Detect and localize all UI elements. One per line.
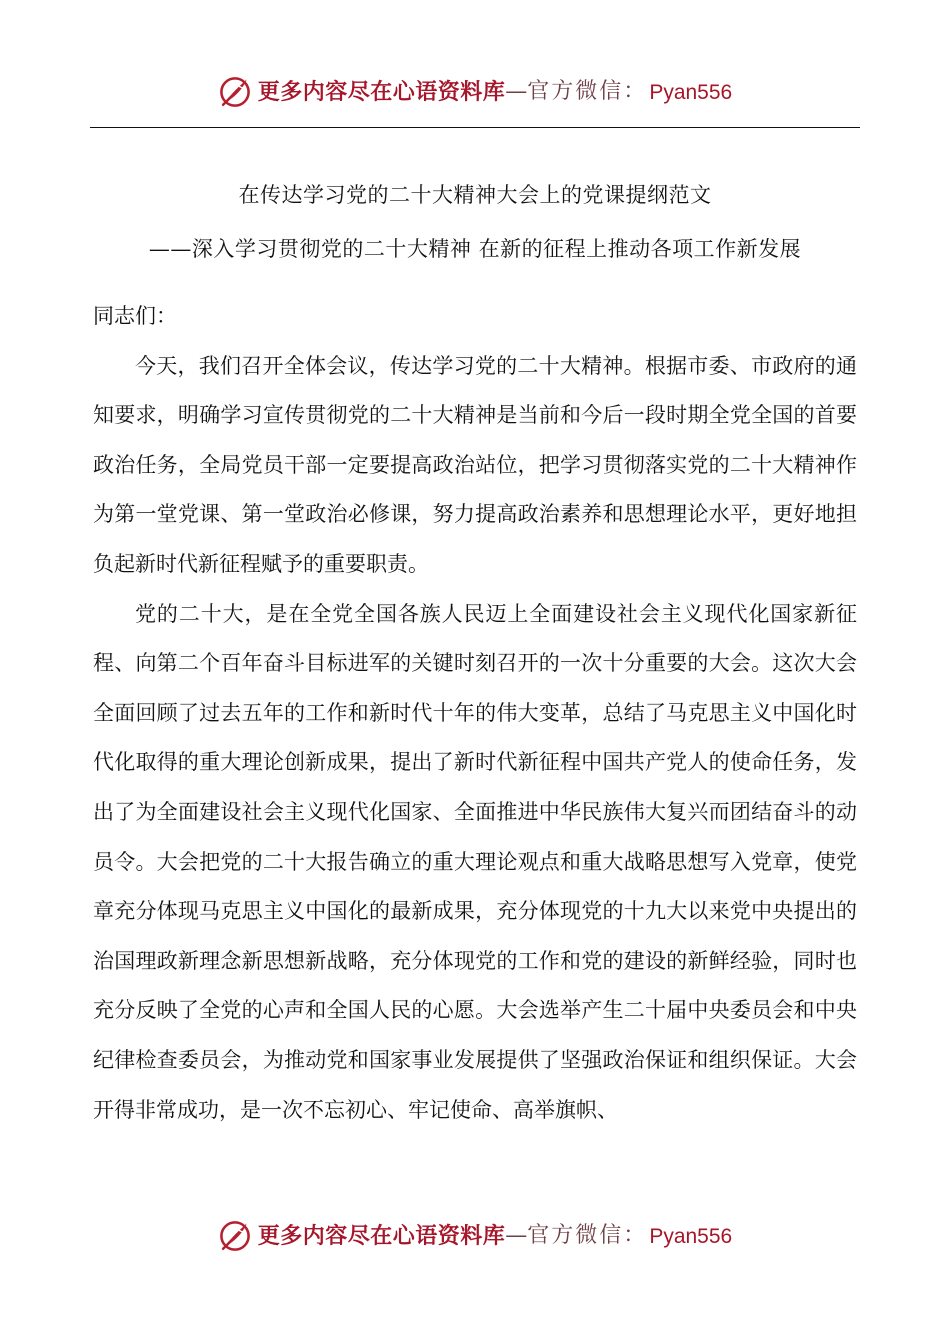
document-subtitle: ——深入学习贯彻党的二十大精神 在新的征程上推动各项工作新发展 — [148, 237, 802, 261]
banner-wechat-id: Pyan556 — [649, 1224, 733, 1248]
banner-text — [258, 1225, 732, 1247]
banner-separator: — — [505, 79, 528, 104]
header-divider — [90, 127, 860, 128]
footer-banner — [0, 1214, 950, 1258]
banner-wechat-label: 官方微信： — [527, 1223, 648, 1248]
banner-site-text: 更多内容尽在心语资料库 — [257, 1223, 506, 1249]
paragraph-2: 党的二十大，是在全党全国各族人民迈上全面建设社会主义现代化国家新征程、向第二个百年奋斗目标进军的关键时刻召开的一次十分重要的大会。这次大会全面回顾了过去五年的工作和新时代十年的伟大变革，总结了马克思主义中国化时代化取得的重大理论创新成果，提出了新时代新征程中国共产党人的使命任务，发出了为全面建设社会主义现代化国家、全面推进中华民族伟大复兴而团结奋斗的动员令。大会把党的二十大报告确立的重大理论观点和重大战略思想写入党章，使党章充分体现马克思主义中国化的最新成果，充分体现党的十九大以来党中央提出的治国理政新理念新思想新战略，充分体现党的工作和党的建设的新鲜经验，同时也充分反映了全党的心声和全国人民的心愿。大会选举产生二十届中央委员会和中央纪律检查委员会，为推动党和国家事业发展提供了坚强政治保证和组织保证。大会开得非常成功，是一次不忘初心、牢记使命、高举旗帜、 — [93, 601, 857, 1122]
paragraph-1: 今天，我们召开全体会议，传达学习党的二十大精神。根据市委、市政府的通知要求，明确学习宣传贯彻党的二十大精神是当前和今后一段时期全党全国的首要政治任务，全局党员干部一定要提高政治站位，把学习贯彻落实党的二十大精神作为第一堂党课、第一堂政治必修课，努力提高政治素养和思想理论水平，更好地担负起新时代新征程赋予的重要职责。 — [93, 353, 857, 576]
banner-site-text: 更多内容尽在心语资料库 — [257, 79, 506, 105]
banner-wechat-label: 官方微信： — [527, 79, 648, 104]
banner-text — [258, 81, 732, 103]
salutation: 同志们： — [93, 304, 177, 328]
red-quill-logo-icon — [218, 75, 252, 109]
banner-wechat-id: Pyan556 — [649, 80, 733, 104]
header-banner — [0, 70, 950, 114]
banner-separator: — — [505, 1223, 528, 1248]
document-title: 在传达学习党的二十大精神大会上的党课提纲范文 — [238, 183, 712, 207]
document-body — [93, 292, 857, 1135]
red-quill-logo-icon — [218, 1219, 252, 1253]
